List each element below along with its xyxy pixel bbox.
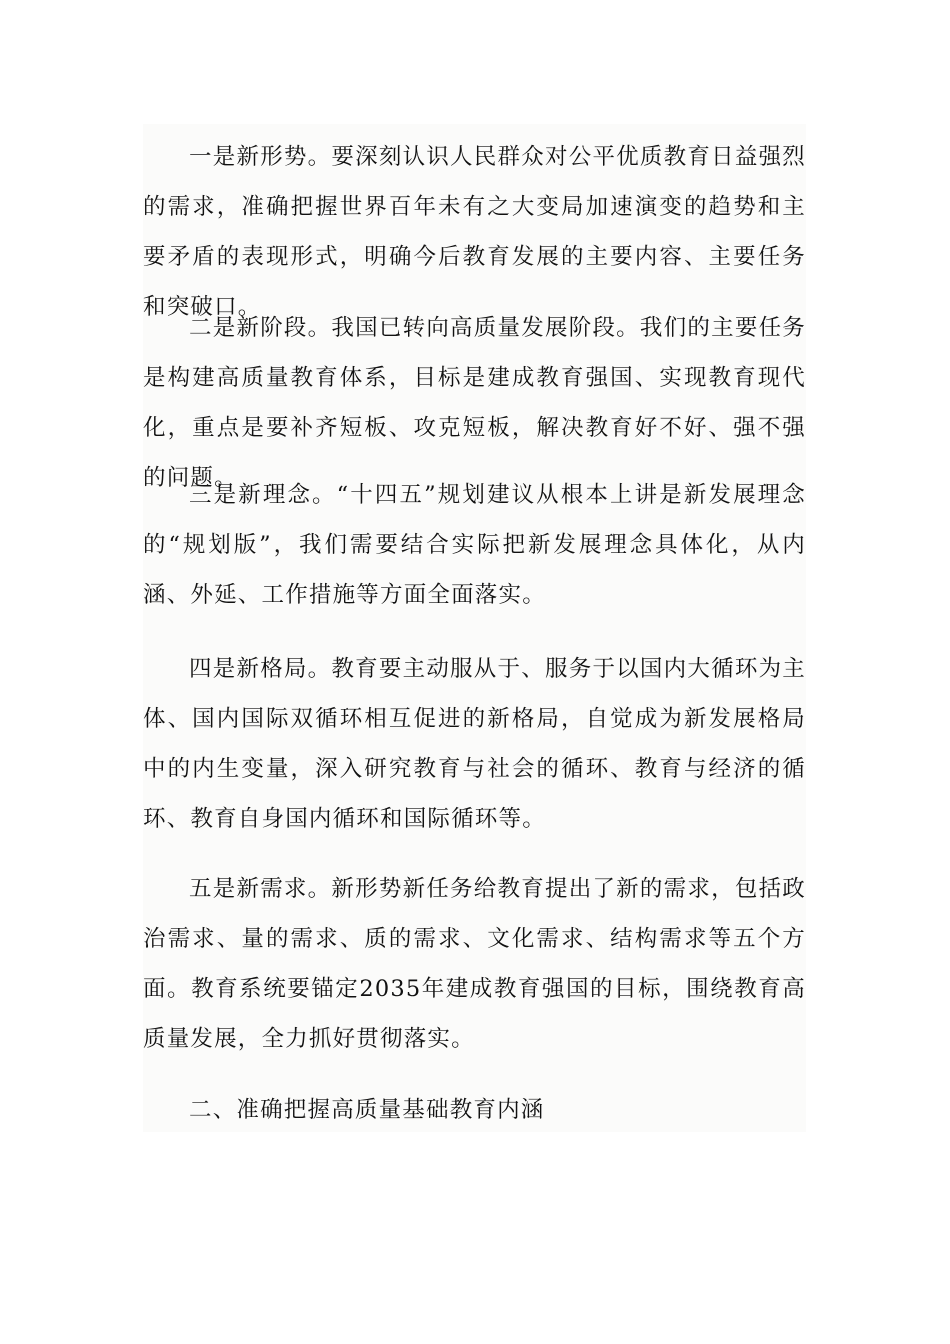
paragraph-new-stage: 二是新阶段。我国已转向高质量发展阶段。我们的主要任务是构建高质量教育体系，目标是建成教育强国、实现教育现代化，重点是要补齐短板、攻克短板，解决教育好不好、强不强的问题。: [143, 315, 806, 491]
section-heading: 二、准确把握高质量基础教育内涵: [189, 1097, 545, 1123]
paragraph-new-demand: 五是新需求。新形势新任务给教育提出了新的需求，包括政治需求、量的需求、质的需求、文化需求、结构需求等五个方面。教育系统要锚定2035年建成教育强国的目标，围绕教育高质量发展，全力抓好贯彻落实。: [143, 876, 806, 1052]
paragraph-new-concept: 三是新理念。“十四五”规划建议从根本上讲是新发展理念的“规划版”，我们需要结合实际把新发展理念具体化，从内涵、外延、工作措施等方面全面落实。: [143, 482, 806, 608]
document-body: [143, 124, 806, 1132]
paragraph-new-pattern: 四是新格局。教育要主动服从于、服务于以国内大循环为主体、国内国际双循环相互促进的新格局，自觉成为新发展格局中的内生变量，深入研究教育与社会的循环、教育与经济的循环、教育自身国内循环和国际循环等。: [143, 656, 806, 832]
paragraph-new-situation: 一是新形势。要深刻认识人民群众对公平优质教育日益强烈的需求，准确把握世界百年未有之大变局加速演变的趋势和主要矛盾的表现形式，明确今后教育发展的主要内容、主要任务和突破口。: [143, 144, 806, 320]
